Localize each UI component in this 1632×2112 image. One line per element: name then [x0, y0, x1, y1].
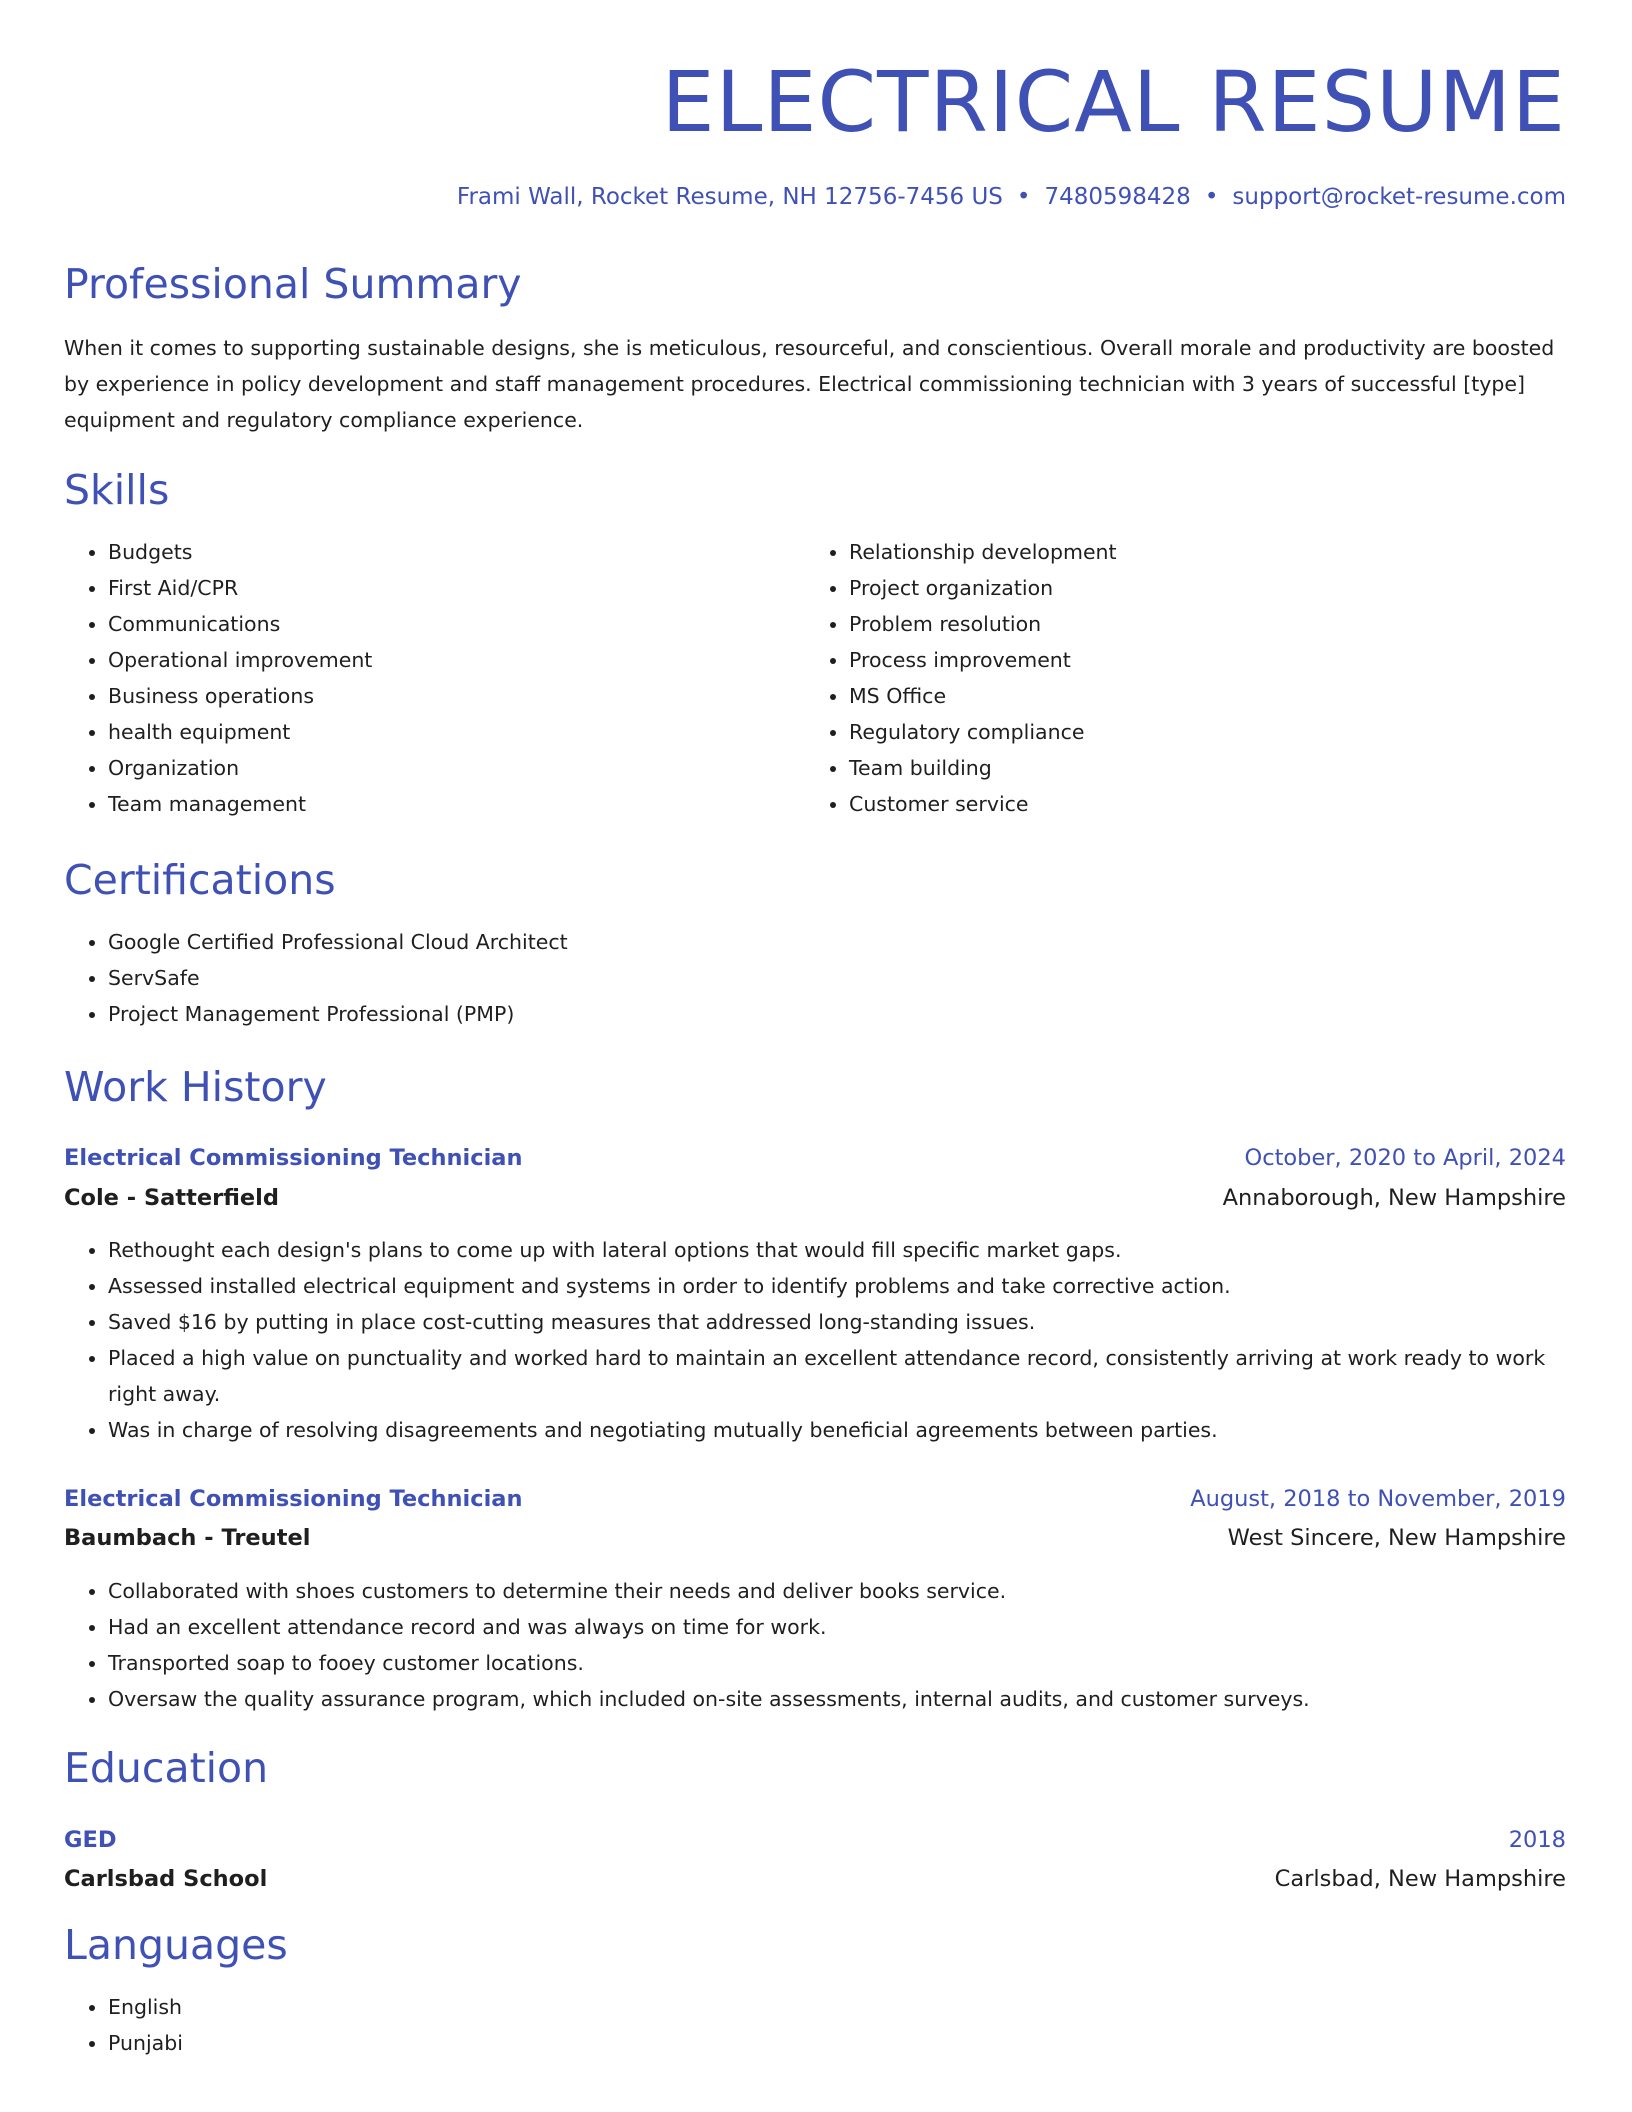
certification-item: • Project Management Professional (PMP): [108, 996, 568, 1032]
skill-item: • Team building: [849, 750, 1117, 786]
language-item: • Punjabi: [108, 2025, 183, 2061]
skill-item: • Business operations: [108, 678, 372, 714]
job-dates: August, 2018 to November, 2019: [1190, 1486, 1566, 1512]
job-title: Electrical Commissioning Technician: [64, 1145, 523, 1171]
job-bullet: • Saved $16 by putting in place cost-cutting measures that addressed long-standing issues.: [108, 1304, 1566, 1340]
certification-item: • ServSafe: [108, 960, 568, 996]
skill-item: • MS Office: [849, 678, 1117, 714]
job-title-row: [64, 1481, 1566, 1517]
job-bullet: • Collaborated with shoes customers to determine their needs and deliver books service.: [108, 1573, 1566, 1609]
contact-line: [457, 180, 1566, 214]
resume-title: ELECTRICAL RESUME: [661, 53, 1566, 151]
contact-email: support@rocket-resume.com: [1232, 184, 1566, 210]
contact-address: Frami Wall, Rocket Resume, NH 12756-7456 US: [456, 184, 1003, 210]
job-bullet: • Had an excellent attendance record and was always on time for work.: [108, 1609, 1566, 1645]
job-bullet: • Rethought each design's plans to come up with lateral options that would fill specific market gaps.: [108, 1232, 1566, 1268]
job-dates: October, 2020 to April, 2024: [1244, 1145, 1566, 1171]
education-location: Carlsbad, New Hampshire: [1274, 1866, 1566, 1892]
skill-item: • Regulatory compliance: [849, 714, 1117, 750]
summary-text: When it comes to supporting sustainable designs, she is meticulous, resourceful, and conscientious. Overall morale and productivity are boosted by experience in policy development and staff management procedures. Electrical commissioning technician with 3 years of successful [type] equipment and regulatory compliance experience.: [64, 336, 1555, 432]
job-title: Electrical Commissioning Technician: [64, 1486, 523, 1512]
job-location: Annaborough, New Hampshire: [1222, 1185, 1566, 1211]
skills-heading: Skills: [64, 466, 170, 514]
skill-item: • Operational improvement: [108, 642, 372, 678]
skill-item: • Communications: [108, 606, 372, 642]
skill-item: • Project organization: [849, 570, 1117, 606]
certification-item: • Google Certified Professional Cloud Architect: [108, 924, 568, 960]
job-bullets: [64, 1573, 1566, 1717]
education-degree: GED: [64, 1827, 117, 1853]
job-company: Baumbach - Treutel: [64, 1525, 311, 1551]
education-degree-row: [64, 1822, 1566, 1858]
skills-list-right: [805, 534, 1117, 822]
education-heading: Education: [64, 1744, 269, 1792]
contact-phone: 7480598428: [1044, 184, 1191, 210]
skill-item: • First Aid/CPR: [108, 570, 372, 606]
skill-item: • health equipment: [108, 714, 372, 750]
job-bullet: • Transported soap to fooey customer locations.: [108, 1645, 1566, 1681]
job-company-row: [64, 1180, 1566, 1216]
job-bullet: • Was in charge of resolving disagreements and negotiating mutually beneficial agreements between parties.: [108, 1412, 1566, 1448]
certifications-list: [64, 924, 568, 1032]
education-year: 2018: [1508, 1827, 1566, 1853]
certifications-heading: Certifications: [64, 856, 336, 904]
job-location: West Sincere, New Hampshire: [1227, 1525, 1566, 1551]
skills-list-left: [64, 534, 372, 822]
skill-item: • Organization: [108, 750, 372, 786]
contact-separator: •: [1204, 184, 1219, 210]
skill-item: • Team management: [108, 786, 372, 822]
job-title-row: [64, 1140, 1566, 1176]
summary-heading: Professional Summary: [64, 260, 522, 308]
job-bullet: • Placed a high value on punctuality and worked hard to maintain an excellent attendance record, consistently arriving at work ready to work right away.: [108, 1340, 1566, 1412]
skill-item: • Process improvement: [849, 642, 1117, 678]
job-bullet: • Oversaw the quality assurance program, which included on-site assessments, internal audits, and customer surveys.: [108, 1681, 1566, 1717]
skill-item: • Relationship development: [849, 534, 1117, 570]
contact-separator: •: [1016, 184, 1031, 210]
job-company-row: [64, 1520, 1566, 1556]
language-item: • English: [108, 1989, 183, 2025]
languages-list: [64, 1989, 183, 2061]
job-bullet: • Assessed installed electrical equipment and systems in order to identify problems and take corrective action.: [108, 1268, 1566, 1304]
skill-item: • Problem resolution: [849, 606, 1117, 642]
skill-item: • Budgets: [108, 534, 372, 570]
languages-heading: Languages: [64, 1921, 288, 1969]
job-company: Cole - Satterfield: [64, 1185, 279, 1211]
job-bullets: [64, 1232, 1566, 1448]
education-school: Carlsbad School: [64, 1866, 268, 1892]
education-school-row: [64, 1861, 1566, 1897]
skill-item: • Customer service: [849, 786, 1117, 822]
work-history-heading: Work History: [64, 1063, 327, 1111]
